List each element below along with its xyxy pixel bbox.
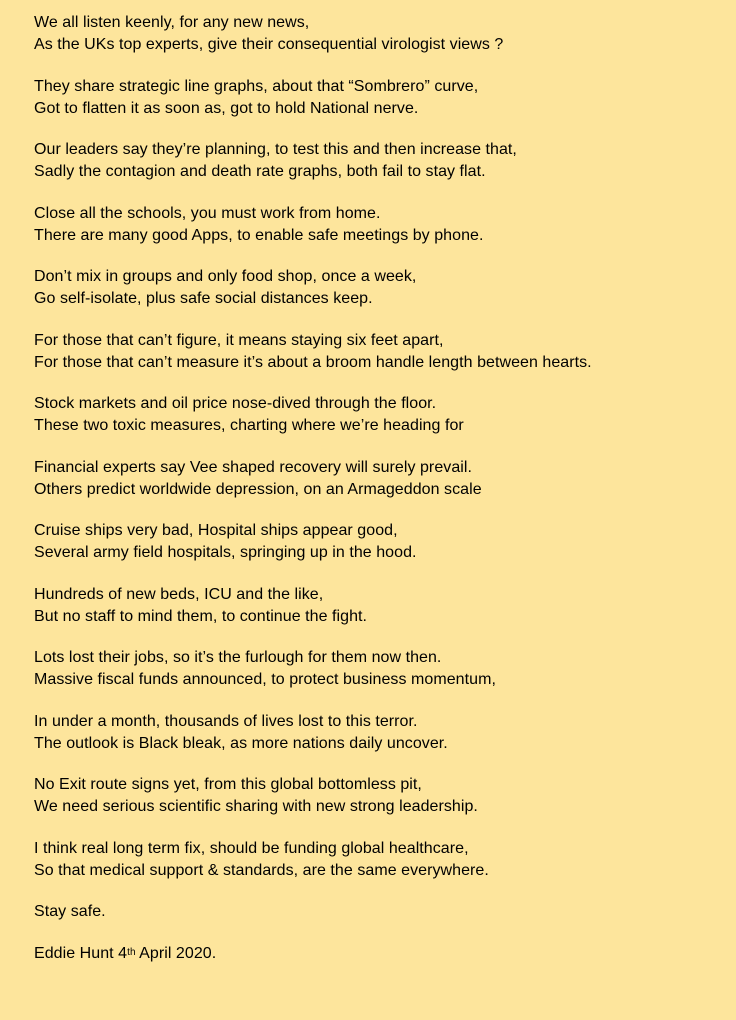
stanza: [34, 711, 724, 755]
poem-line: For those that can’t measure it’s about a broom handle length between hearts.: [34, 353, 592, 371]
signature-line: [34, 943, 724, 965]
poem-line: Stock markets and oil price nose-dived through the floor.: [34, 395, 437, 412]
stanza: [34, 774, 724, 818]
stanza: [34, 457, 724, 501]
poem-line: Go self-isolate, plus safe social distances keep.: [34, 290, 373, 307]
poem-line: Others predict worldwide depression, on an Armageddon scale: [34, 480, 482, 498]
signature-block: [34, 943, 724, 965]
poem-line: No Exit route signs yet, from this global bottomless pit,: [34, 776, 422, 793]
signature-month-year: April 2020.: [135, 944, 217, 962]
poem-line: We all listen keenly, for any new news,: [34, 14, 310, 31]
stanza: [34, 838, 724, 882]
signature-name-day: Eddie Hunt 4: [34, 944, 128, 962]
poem-line: So that medical support & standards, are the same everywhere.: [34, 861, 489, 879]
poem-line: But no staff to mind them, to continue the fight.: [34, 607, 368, 625]
closing-line: Stay safe.: [34, 903, 106, 920]
poem-line: Got to flatten it as soon as, got to hold National nerve.: [34, 99, 419, 117]
stanza: [34, 520, 724, 564]
poem-line: Cruise ships very bad, Hospital ships appear good,: [34, 522, 398, 539]
stanza: [34, 76, 724, 120]
stanza: [34, 203, 724, 247]
ordinal-suffix: th: [127, 946, 136, 958]
poem-line: The outlook is Black bleak, as more nations daily uncover.: [34, 734, 448, 752]
poem-line: Massive fiscal funds announced, to protect business momentum,: [34, 671, 496, 688]
poem-line: Hundreds of new beds, ICU and the like,: [34, 585, 324, 603]
poem-line: As the UKs top experts, give their consequential virologist views ?: [34, 36, 504, 53]
poem-line: Sadly the contagion and death rate graphs, both fail to stay flat.: [34, 163, 486, 180]
poem-line: There are many good Apps, to enable safe meetings by phone.: [34, 226, 484, 244]
stanza: [34, 393, 724, 437]
poem-line: They share strategic line graphs, about that “Sombrero” curve,: [34, 77, 479, 95]
poem-line: For those that can’t figure, it means staying six feet apart,: [34, 331, 444, 349]
stanza: [34, 266, 724, 310]
stanza: [34, 647, 724, 691]
stanza: [34, 12, 724, 56]
poem-line: Don’t mix in groups and only food shop, once a week,: [34, 268, 417, 285]
poem-line: I think real long term fix, should be funding global healthcare,: [34, 839, 469, 857]
stanza: [34, 584, 724, 628]
poem-line: We need serious scientific sharing with new strong leadership.: [34, 798, 478, 815]
poem-line: Several army field hospitals, springing up in the hood.: [34, 544, 417, 561]
poem-line: Lots lost their jobs, so it’s the furlough for them now then.: [34, 649, 442, 666]
poem-line: In under a month, thousands of lives lost to this terror.: [34, 712, 418, 730]
poem-line: Financial experts say Vee shaped recovery will surely prevail.: [34, 458, 472, 476]
closing-stanza: [34, 901, 724, 923]
poem-line: Close all the schools, you must work from home.: [34, 204, 381, 222]
poem-body: [34, 12, 724, 984]
stanza: [34, 330, 724, 374]
poem-line: Our leaders say they’re planning, to test this and then increase that,: [34, 141, 517, 158]
stanza: [34, 139, 724, 183]
poem-line: These two toxic measures, charting where we’re heading for: [34, 417, 464, 434]
